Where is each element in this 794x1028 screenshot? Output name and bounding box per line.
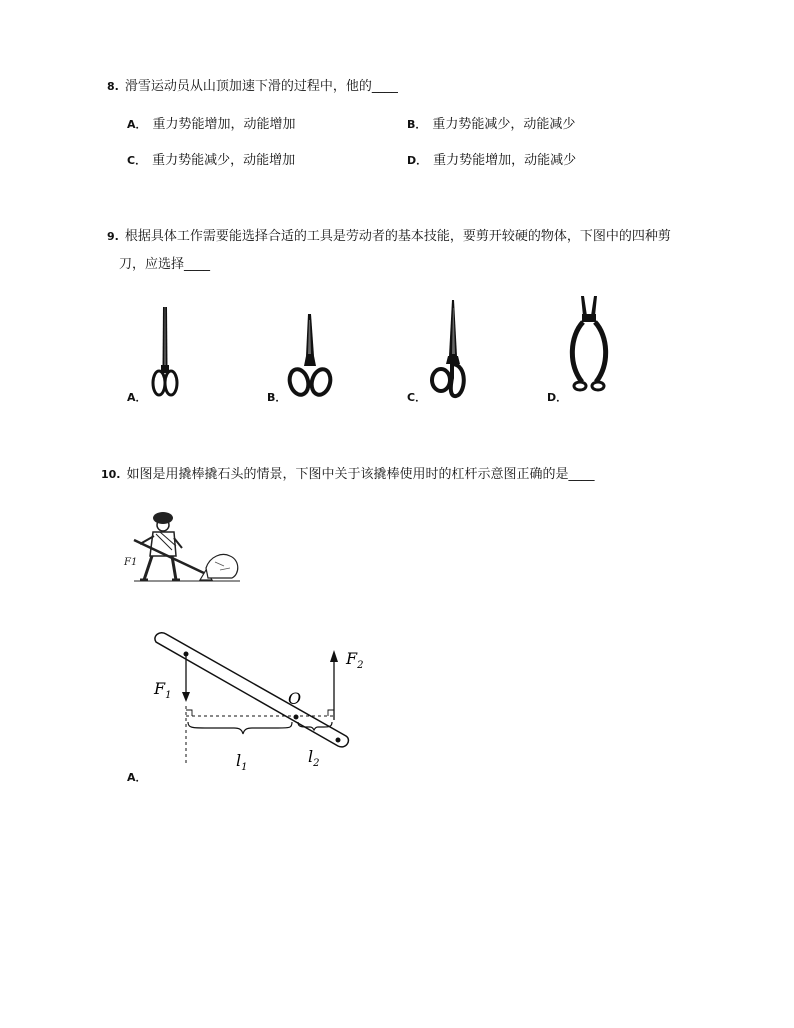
question-10-stem — [101, 466, 595, 484]
q8-option-d[interactable] — [407, 152, 576, 170]
q8-option-b[interactable] — [407, 116, 575, 134]
question-text: 如图是用撬棒撬石头的情景，下图中关于该撬棒使用时的杠杆示意图正确的是____ — [126, 467, 595, 482]
f1-arrowhead — [182, 692, 190, 702]
question-number: 10. — [101, 468, 121, 481]
pivot-o-label: O — [288, 689, 302, 708]
option-letter: D． — [407, 154, 428, 167]
scissors-d-icon[interactable] — [566, 294, 612, 394]
question-text-line1: 根据具体工作需要能选择合适的工具是劳动者的基本技能，要剪开较硬的物体，下图中的四种剪 — [124, 229, 671, 244]
pivot-dot — [294, 715, 299, 720]
q9-option-b-label: B． — [267, 391, 287, 404]
l2-label: $l_2$ — [308, 747, 320, 769]
question-9-stem — [107, 228, 707, 246]
lever-diagram-a[interactable] — [148, 630, 378, 780]
q10-option-a-label: A． — [127, 771, 147, 784]
question-number: 8. — [107, 80, 119, 93]
question-8-stem — [107, 78, 398, 96]
worker-prying-stone-illustration — [120, 510, 242, 585]
q8-option-a[interactable] — [127, 116, 296, 134]
l1-label: $l_1$ — [236, 751, 248, 773]
f2-arrowhead — [330, 650, 338, 662]
option-letter: C． — [127, 154, 147, 167]
question-text-line2: 刀，应选择____ — [119, 257, 211, 272]
question-text: 滑雪运动员从山顶加速下滑的过程中，他的____ — [124, 79, 398, 94]
option-letter: A． — [127, 118, 147, 131]
l1-brace — [188, 722, 292, 734]
question-number: 9. — [107, 230, 119, 243]
lever-bar — [155, 633, 349, 747]
q9-option-c-label: C． — [407, 391, 427, 404]
option-letter: B． — [407, 118, 427, 131]
f1-label: $F_1$ — [154, 679, 172, 701]
right-angle-mark-right — [328, 710, 334, 716]
option-text: 重力势能减少，动能减少 — [432, 117, 576, 132]
option-text: 重力势能减少，动能增加 — [152, 153, 296, 168]
q9-option-d-label: D． — [547, 391, 568, 404]
question-9-stem-line2 — [119, 256, 210, 274]
right-angle-mark-left — [186, 710, 192, 716]
photo-force-label: F1 — [124, 557, 138, 568]
f2-label: $F_2$ — [346, 649, 364, 671]
option-text: 重力势能增加，动能减少 — [433, 153, 577, 168]
scissors-b-icon[interactable] — [288, 312, 332, 400]
f2-point-dot — [336, 738, 341, 743]
scissors-a-icon[interactable] — [148, 305, 182, 400]
q8-option-c[interactable] — [127, 152, 295, 170]
option-text: 重力势能增加，动能增加 — [152, 117, 296, 132]
scissors-c-icon[interactable] — [428, 298, 468, 400]
q9-option-a-label: A． — [127, 391, 147, 404]
